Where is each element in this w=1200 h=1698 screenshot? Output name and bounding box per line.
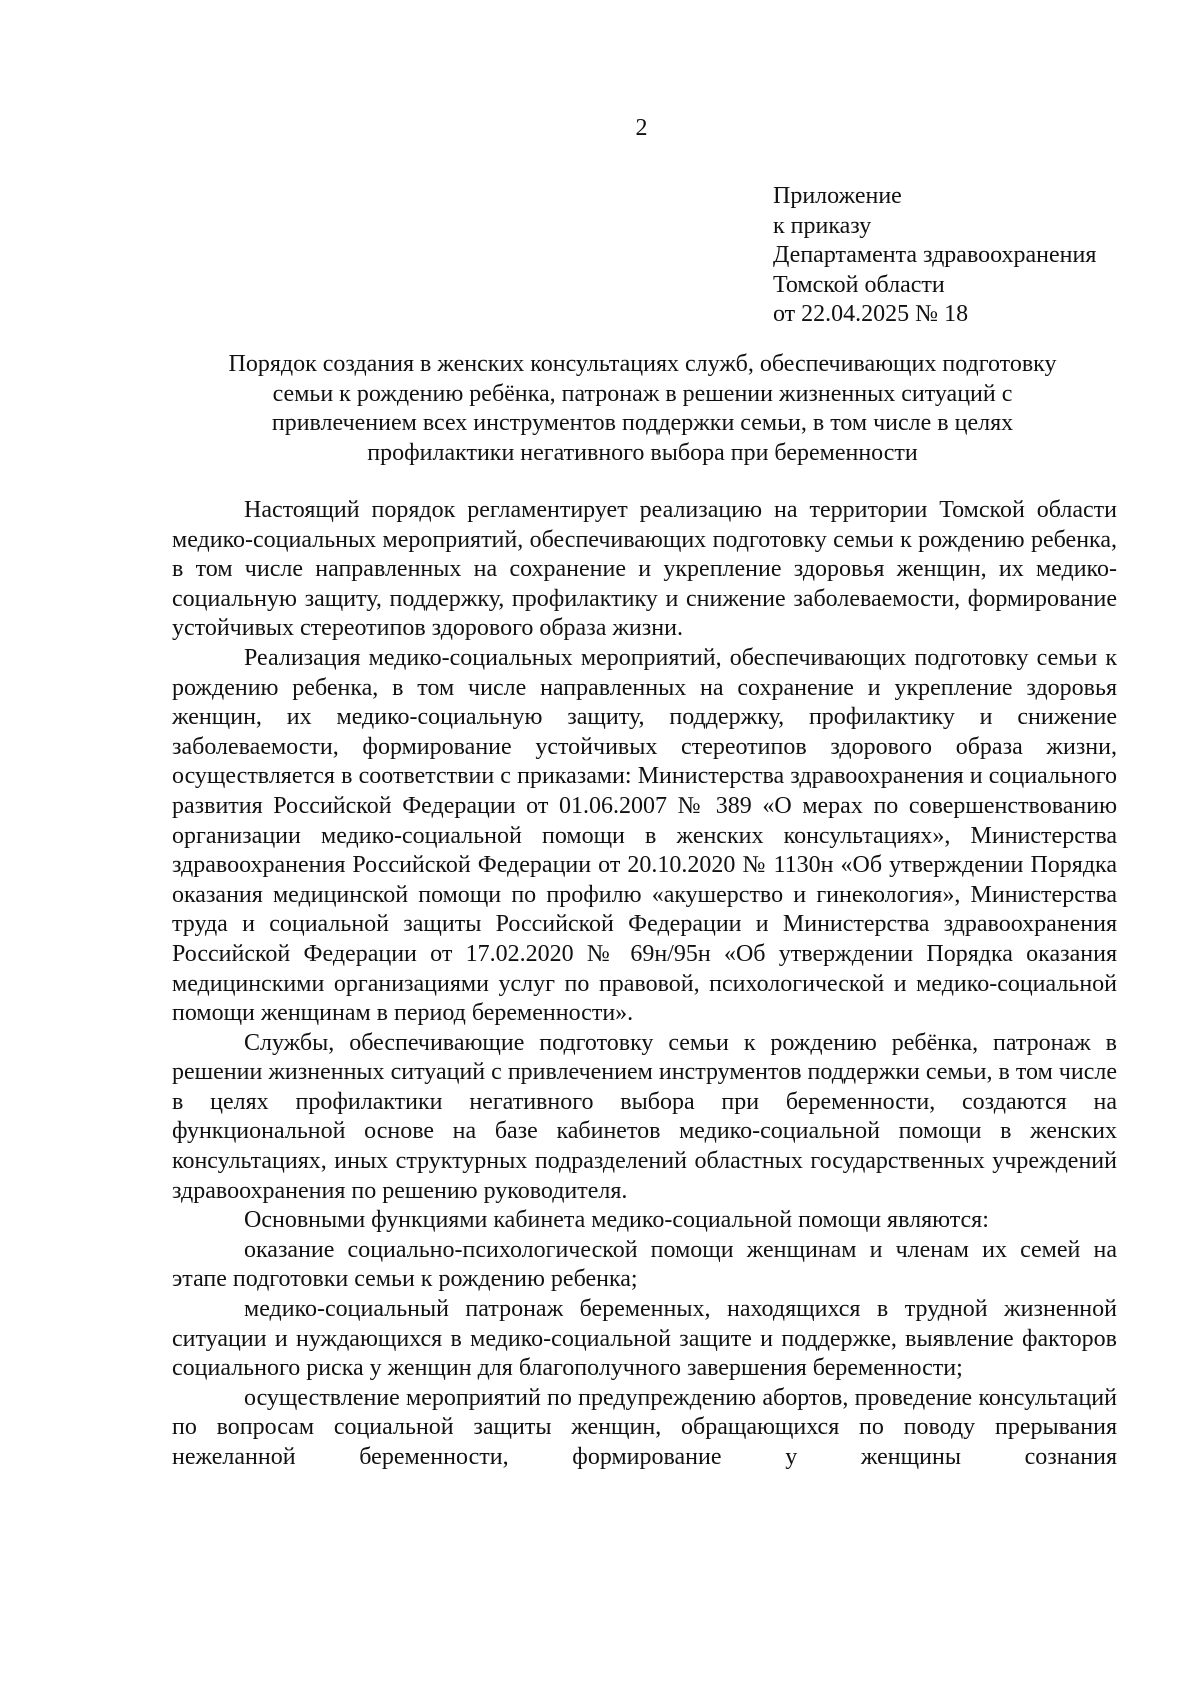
page-number: 2: [635, 115, 648, 141]
appendix-line: Приложение: [773, 183, 902, 209]
appendix-block: [773, 182, 1096, 330]
paragraph-services: Службы, обеспечивающие подготовку семьи к рождению ребёнка, патронаж в решении жизненных ситуаций с привлечением инструментов поддержки семьи, в том числе в целях профилактики негативного выбора при беременности, создаются на функциональной основе на базе кабинетов медико-социальной помощи в женских консультациях, иных структурных подразделений областных государственных учреждений здравоохранения по решению руководителя.: [172, 1029, 1117, 1204]
document-body: [172, 496, 1117, 1473]
paragraph-function-item: осуществление мероприятий по предупреждению абортов, проведение консультаций по вопросам социальной защиты женщин, обращающихся по поводу прерывания нежеланной беременности, формирование у женщины сознания: [172, 1384, 1117, 1470]
paragraph-functions-heading: Основными функциями кабинета медико-социальной помощи являются:: [244, 1207, 989, 1234]
document-title: [170, 350, 1115, 468]
paragraph-function-item: оказание социально-психологической помощи женщинам и членам их семей на этапе подготовки семьи к рождению ребенка;: [172, 1236, 1117, 1293]
title-line: привлечением всех инструментов поддержки семьи, в том числе в целях: [271, 410, 1014, 436]
paragraph-intro: Настоящий порядок регламентирует реализацию на территории Томской области медико-социальных мероприятий, обеспечивающих подготовку семьи к рождению ребенка, в том числе направленных на сохранение и укрепление здоровья женщин, их медико-социальную защиту, поддержку, профилактику и снижение заболеваемости, формирование устойчивых стереотипов здорового образа жизни.: [172, 497, 1117, 642]
paragraph-function-item: медико-социальный патронаж беременных, находящихся в трудной жизненной ситуации и нуждающихся в медико-социальной защите и поддержке, выявление факторов социального риска у женщин для благополучного завершения беременности;: [172, 1296, 1117, 1382]
paragraph-legal-basis: Реализация медико-социальных мероприятий, обеспечивающих подготовку семьи к рождению ребенка, в том числе направленных на сохранение и укрепление здоровья женщин, их медико-социальную защиту, поддержку, профилактику и снижение заболеваемости, формирование устойчивых стереотипов здорового образа жизни, осуществляется в соответствии с приказами: Министерства здравоохранения и социального развития Российской Федерации от 01.06.2007 № 389 «О мерах по совершенствованию организации медико-социальной помощи в женских консультациях», Министерства здравоохранения Российской Федерации от 20.10.2020 № 1130н «Об утверждении Порядка оказания медицинской помощи по профилю «акушерство и гинекология», Министерства труда и социальной защиты Российской Федерации и Министерства здравоохранения Российской Федерации от 17.02.2020 № 69н/95н «Об утверждении Порядка оказания медицинскими организациями услуг по правовой, психологической и медико-социальной помощи женщинам в период беременности».: [172, 644, 1117, 1027]
title-line: профилактики негативного выбора при беременности: [367, 439, 918, 466]
appendix-line: Департамента здравоохранения: [773, 242, 1097, 268]
appendix-line: от 22.04.2025 № 18: [773, 301, 969, 327]
title-line: Порядок создания в женских консультациях служб, обеспечивающих подготовку: [228, 351, 1057, 377]
title-line: семьи к рождению ребёнка, патронаж в решении жизненных ситуаций с: [272, 380, 1013, 407]
appendix-line: Томской области: [773, 271, 945, 298]
appendix-line: к приказу: [773, 212, 872, 239]
